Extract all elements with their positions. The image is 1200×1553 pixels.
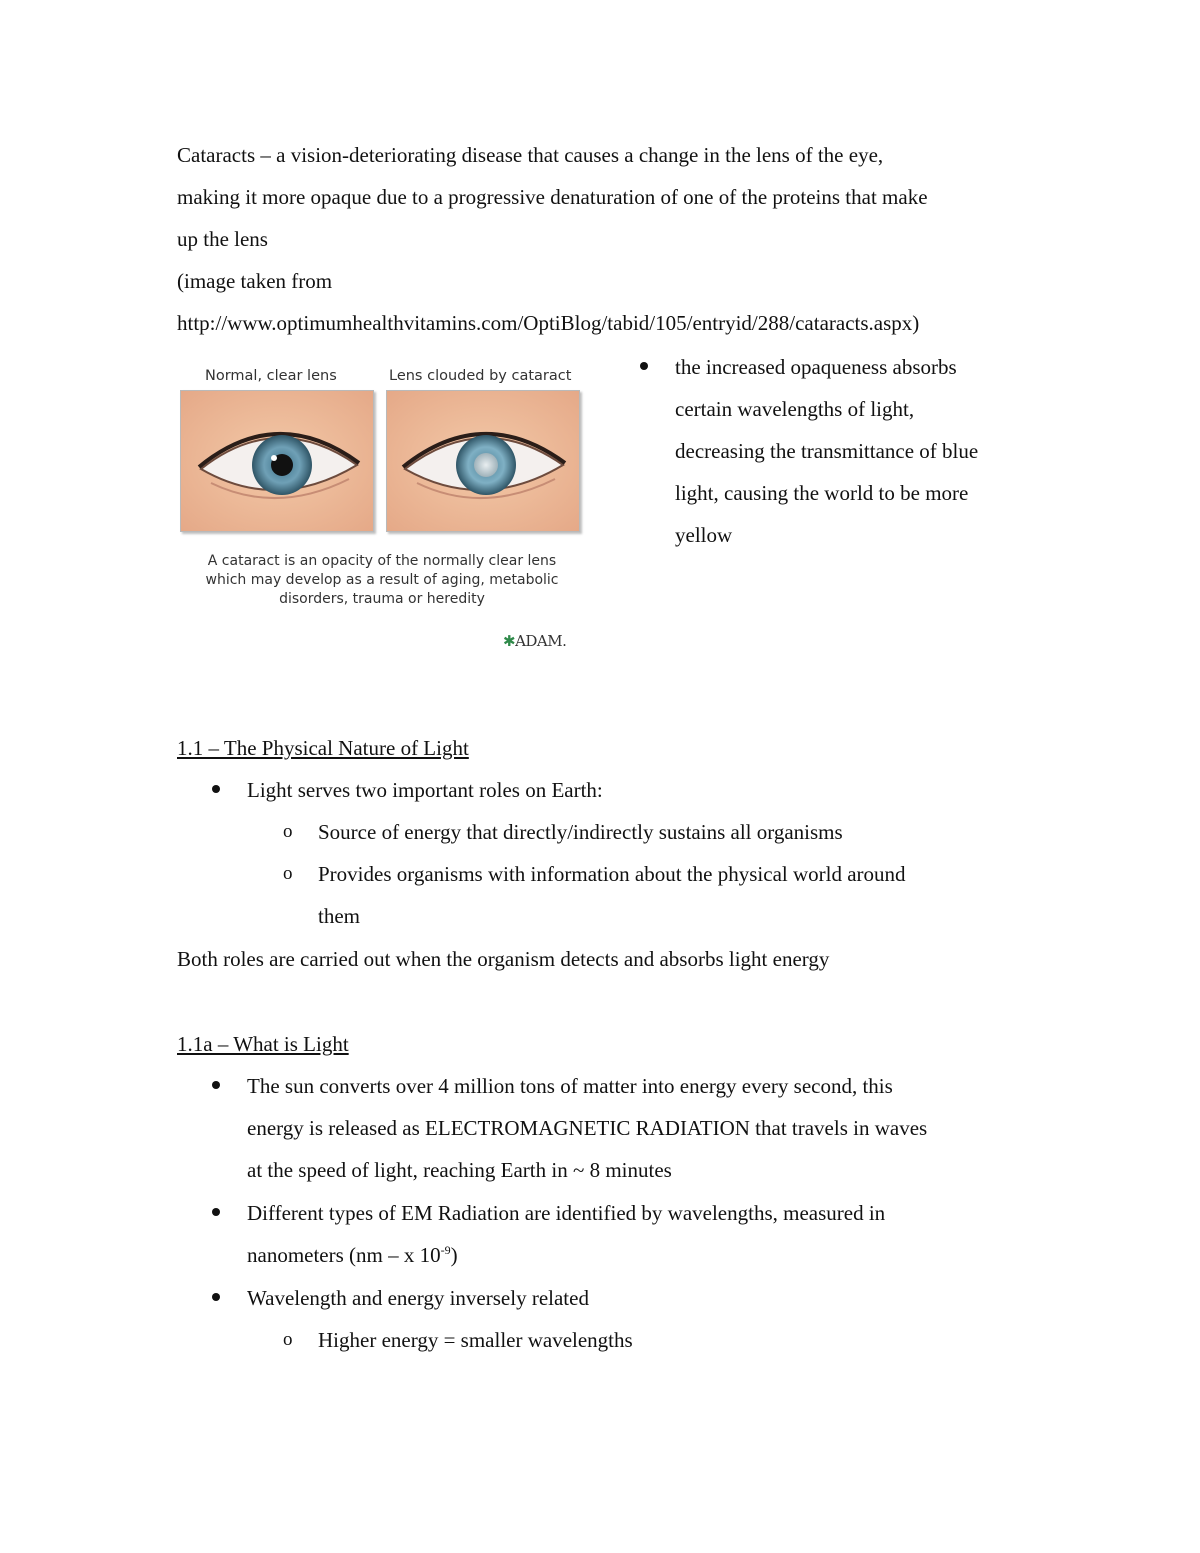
section-heading-1-1a: 1.1a – What is Light: [177, 1032, 349, 1056]
list-item: Different types of EM Radiation are identified by wavelengths, measured in: [247, 1201, 886, 1225]
figure-caption: [176, 552, 588, 609]
sub-list-item-cont: them: [318, 904, 360, 928]
exponent: -9: [440, 1243, 451, 1257]
figure-caption-line-1: A cataract is an opacity of the normally clear lens: [207, 553, 557, 569]
sub-bullet-icon: o: [283, 821, 293, 842]
cataract-eye-image: [386, 390, 580, 532]
bullet-icon: [640, 362, 648, 370]
adam-logo: ✱ADAM.: [503, 632, 567, 650]
intro-line-2: making it more opaque due to a progressive denaturation of one of the proteins that make: [177, 185, 928, 209]
list-item-cont: nanometers (nm – x $10^{-9}$): [247, 1243, 458, 1267]
intro-line-3: up the lens: [177, 227, 268, 251]
side-bullet-line-2: certain wavelengths of light,: [675, 397, 915, 421]
list-item: The sun converts over 4 million tons of matter into energy every second, this: [247, 1074, 893, 1098]
section-heading-1-1: 1.1 – The Physical Nature of Light: [177, 736, 469, 760]
sub-bullet-icon: o: [283, 1329, 293, 1350]
source-url: http://www.optimumhealthvitamins.com/OptiBlog/tabid/105/entryid/288/cataracts.aspx): [177, 311, 920, 335]
figure-caption-line-3: disorders, trauma or heredity: [279, 591, 485, 607]
bullet-icon: [212, 785, 220, 793]
side-bullet-line-3: decreasing the transmittance of blue: [675, 439, 979, 463]
list-item-cont: energy is released as ELECTROMAGNETIC RADIATION that travels in waves: [247, 1116, 928, 1140]
intro-line-4: (image taken from: [177, 269, 333, 293]
list-item: Light serves two important roles on Earth:: [247, 778, 603, 802]
sub-list-item: Provides organisms with information about the physical world around: [318, 862, 906, 886]
normal-eye-image: [180, 390, 374, 532]
bullet-icon: [212, 1081, 220, 1089]
side-bullet-line-4: light, causing the world to be more: [675, 481, 969, 505]
sub-list-item: Source of energy that directly/indirectly sustains all organisms: [318, 820, 843, 844]
list-item: Wavelength and energy inversely related: [247, 1286, 589, 1310]
leaf-icon: ✱: [503, 632, 516, 650]
figure-label-normal: Normal, clear lens: [205, 368, 337, 384]
intro-line-1: Cataracts – a vision-deteriorating disease that causes a change in the lens of the eye,: [177, 143, 884, 167]
sub-list-item: Higher energy = smaller wavelengths: [318, 1328, 633, 1352]
cataract-figure: [176, 362, 588, 657]
side-bullet-line-5: yellow: [675, 523, 733, 547]
figure-caption-line-2: which may develop as a result of aging, metabolic: [205, 572, 559, 588]
figure-label-cataract: Lens clouded by cataract: [389, 368, 572, 384]
list-item-cont: at the speed of light, reaching Earth in ~ 8 minutes: [247, 1158, 672, 1182]
summary-text: Both roles are carried out when the organism detects and absorbs light energy: [177, 947, 830, 971]
bullet-icon: [212, 1208, 220, 1216]
side-bullet-line-1: the increased opaqueness absorbs: [675, 355, 957, 379]
sub-bullet-icon: o: [283, 863, 293, 884]
bullet-icon: [212, 1293, 220, 1301]
